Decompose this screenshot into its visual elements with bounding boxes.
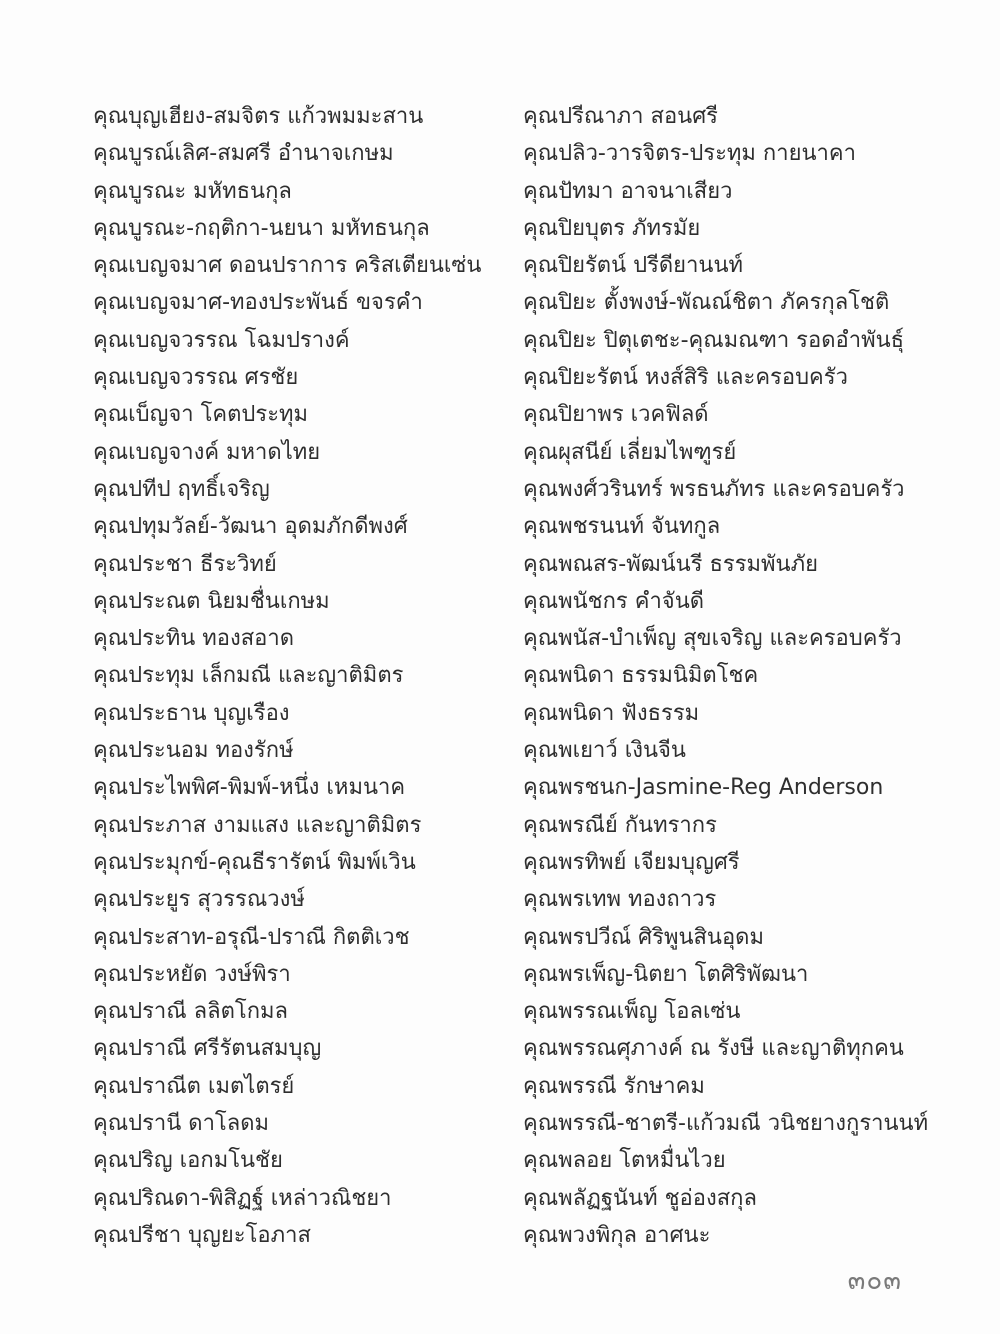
list-item: คุณประธาน บุญเรือง <box>93 700 290 726</box>
list-item: คุณปิยบุตร ภัทรมัย <box>523 215 701 241</box>
list-item: คุณพนัส-บำเพ็ญ สุขเจริญ และครอบครัว <box>523 626 902 652</box>
list-item: คุณเบ็ญจา โคตประทุม <box>93 402 309 428</box>
list-item: คุณประไพพิศ-พิมพ์-หนึ่ง เหมนาค <box>93 775 406 801</box>
list-item: คุณประสาท-อรุณี-ปราณี กิตติเวช <box>93 924 410 950</box>
list-item: คุณปรีชา บุญยะโอภาส <box>93 1222 311 1248</box>
list-item: คุณปัทมา อาจนาเสียว <box>523 178 733 204</box>
list-item: คุณปรีณาภา สอนศรี <box>523 104 718 129</box>
list-item: คุณปราณี ศรีรัตนสมบุญ <box>93 1036 322 1062</box>
list-item: คุณพเยาว์ เงินจีน <box>523 738 686 764</box>
list-item: คุณพวงพิกุล อาศนะ <box>523 1222 711 1248</box>
list-item: คุณพรชนก-Jasmine-Reg Anderson <box>523 775 884 801</box>
list-item: คุณปราณีต เมตไตรย์ <box>93 1073 295 1099</box>
list-item: คุณพรปวีณ์ ศิริพูนสินอุดม <box>523 924 764 950</box>
list-item: คุณพรเพ็ญ-นิตยา โตศิริพัฒนา <box>523 961 809 987</box>
list-item: คุณเบญจมาศ ดอนปราการ คริสเตียนเซ่น <box>93 253 482 279</box>
list-item: คุณปลิว-วารจิตร-ประทุม กายนาคา <box>523 141 856 167</box>
list-item: คุณปริณดา-พิสิฏฐ์ เหล่าวณิชยา <box>93 1185 392 1211</box>
list-item: คุณปริญ เอกมโนชัย <box>93 1148 283 1174</box>
list-item: คุณปิยะ ปิตุเตชะ-คุณมณฑา รอดอำพันธุ์ <box>523 327 905 353</box>
list-item: คุณพรรณี-ชาตรี-แก้วมณี วนิชยางกูรานนท์ <box>523 1111 929 1137</box>
list-item: คุณเบญจวรรณ ศรชัย <box>93 365 299 391</box>
list-item: คุณประภาส งามแสง และญาติมิตร <box>93 812 422 838</box>
list-item: คุณประมุกข์-คุณธีรารัตน์ พิมพ์เวิน <box>93 849 416 875</box>
list-item: คุณพงศ์วรินทร์ พรธนภัทร และครอบครัว <box>523 476 905 502</box>
list-item: คุณประชา ธีระวิทย์ <box>93 551 277 577</box>
list-item: คุณประหยัด วงษ์พิรา <box>93 961 291 987</box>
list-item: คุณพรทิพย์ เจียมบุญศรี <box>523 849 740 875</box>
list-item: คุณปรานี ดาโลดม <box>93 1111 270 1137</box>
list-item: คุณบูรณ์เลิศ-สมศรี อำนาจเกษม <box>93 141 394 167</box>
list-item: คุณเบญจมาศ-ทองประพันธ์ ขจรคำ <box>93 290 423 316</box>
list-item: คุณประทุม เล็กมณี และญาติมิตร <box>93 663 404 689</box>
list-item: คุณปิยะรัตน์ หงส์สิริ และครอบครัว <box>523 365 848 391</box>
list-item: คุณบุญเฮียง-สมจิตร แก้วพมมะสาน <box>93 104 424 129</box>
list-item: คุณปิยาพร เวคฟิลด์ <box>523 402 709 428</box>
list-item: คุณพลอย โตหมื่นไวย <box>523 1148 726 1174</box>
list-item: คุณพนัชกร คำจันดี <box>523 588 705 614</box>
list-item: คุณเบญจางค์ มหาดไทย <box>93 439 321 465</box>
list-item: คุณพณสร-พัฒน์นรี ธรรมพันภัย <box>523 551 818 577</box>
page-number: ๓๐๓ <box>847 1266 902 1296</box>
list-item: คุณปราณี ลลิตโกมล <box>93 999 289 1025</box>
list-item: คุณบูรณะ มหัทธนกุล <box>93 178 292 204</box>
list-item: คุณพรรณเพ็ญ โอลเซ่น <box>523 999 741 1025</box>
list-item: คุณบูรณะ-กฤติกา-นยนา มหัทธนกุล <box>93 215 430 241</box>
list-item: คุณประทิน ทองสอาด <box>93 626 294 652</box>
list-item: คุณพรรณศุภางค์ ณ รังษี และญาติทุกคน <box>523 1036 904 1062</box>
list-item: คุณผุสนีย์ เลี่ยมไพฑูรย์ <box>523 439 737 465</box>
list-item: คุณพรรณี รักษาคม <box>523 1073 705 1099</box>
list-item: คุณประนอม ทองรักษ์ <box>93 738 294 764</box>
list-item: คุณปทุมวัลย์-วัฒนา อุดมภักดีพงศ์ <box>93 514 408 540</box>
list-item: คุณพรเทพ ทองถาวร <box>523 887 717 913</box>
list-item: คุณเบญจวรรณ โฉมปรางค์ <box>93 327 350 353</box>
list-item: คุณประณต นิยมชื่นเกษม <box>93 588 330 614</box>
list-item: คุณปทีป ฤทธิ์เจริญ <box>93 476 270 502</box>
list-item: คุณพลัฏฐนันท์ ชูอ่องสกุล <box>523 1185 757 1211</box>
name-list-right-column <box>523 98 963 1254</box>
list-item: คุณปิยะ ตั้งพงษ์-พัณณ์ชิตา ภัครกุลโชติ <box>523 290 890 316</box>
list-item: คุณพรณีย์ กันทรากร <box>523 812 717 838</box>
list-item: คุณปิยรัตน์ ปรีดียานนท์ <box>523 253 744 279</box>
list-item: คุณพนิดา ฟังธรรม <box>523 700 700 726</box>
list-item: คุณประยูร สุวรรณวงษ์ <box>93 887 305 913</box>
name-list-left-column <box>93 98 503 1254</box>
list-item: คุณพชรนนท์ จันทกูล <box>523 514 721 540</box>
list-item: คุณพนิดา ธรรมนิมิตโชค <box>523 663 759 689</box>
